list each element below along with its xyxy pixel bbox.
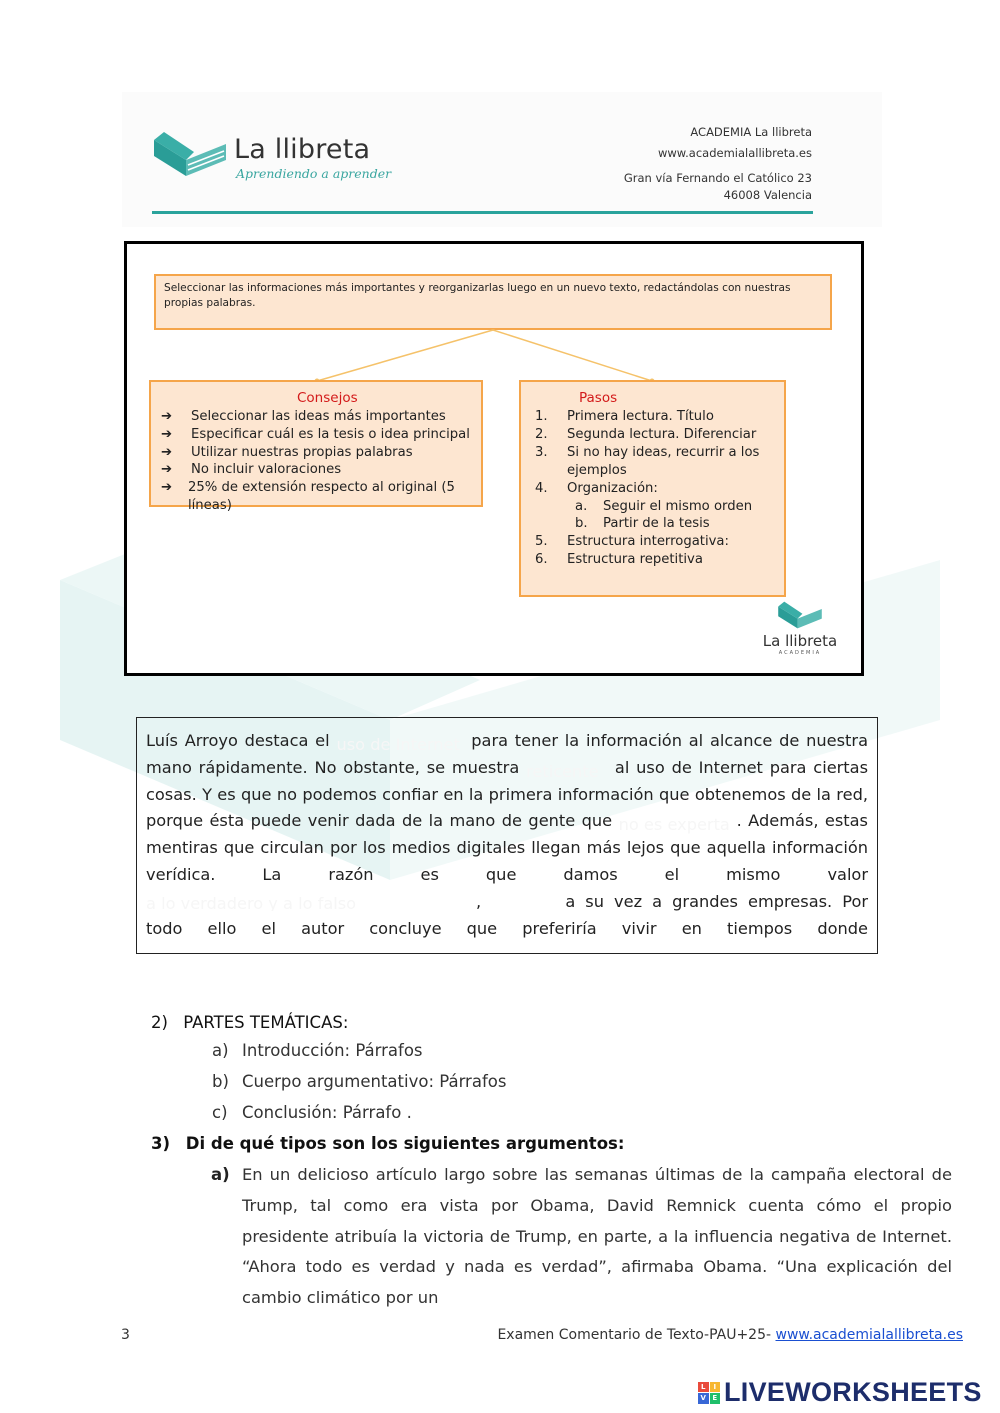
diagram-logo-sub: ACADEMIA — [778, 650, 822, 656]
blank-input-2[interactable]: reticente — [526, 761, 599, 781]
header-divider — [152, 211, 813, 214]
academy-street: Gran vía Fernando el Católico 23 — [623, 171, 812, 185]
list-item: ejemplos — [567, 462, 627, 478]
pasos-title: Pasos — [579, 390, 618, 406]
page-header — [122, 92, 882, 227]
blank-input-4[interactable]: a lo verdadero y a lo falso — [146, 893, 357, 911]
question-title: PARTES TEMÁTICAS: — [183, 1013, 349, 1032]
blank-input-6[interactable] — [146, 944, 346, 964]
footer-text: Examen Comentario de Texto-PAU+25- — [497, 1327, 776, 1343]
footer-caption — [497, 1327, 963, 1343]
liveworksheets-brand — [698, 1377, 982, 1408]
book-logo-icon — [777, 600, 823, 630]
sub-list-item: b. Partir de la tesis — [575, 516, 710, 532]
list-item: 5. Estructura interrogativa: — [535, 534, 729, 550]
arrow-right-icon: ➔ — [161, 462, 173, 478]
cloze-text: , — [476, 891, 482, 911]
cloze-text: a su vez a grandes empresas. Por todo ello el autor concluye que preferiría vivir en tiempos donde — [146, 891, 868, 938]
academy-contact — [624, 122, 812, 206]
list-item: ➔ Seleccionar las ideas más importantes — [161, 409, 446, 424]
book-logo-icon — [152, 130, 228, 178]
sub-list-item: a. Seguir el mismo orden — [575, 498, 753, 514]
argument-a-letter: a) — [211, 1165, 230, 1184]
liveworksheets-icon: L I V E — [698, 1382, 720, 1404]
arrow-right-icon: ➔ — [161, 480, 173, 496]
pasos-box — [519, 380, 786, 597]
list-item: 1. Primera lectura. Título — [535, 409, 714, 424]
question-2-heading — [151, 1013, 348, 1032]
question-title: Di de qué tipos son los siguientes argumentos: — [185, 1134, 625, 1153]
liveworksheets-wordmark: LIVEWORKSHEETS — [724, 1377, 982, 1407]
question-number: 2) — [151, 1013, 168, 1032]
consejos-title: Consejos — [297, 390, 358, 406]
academy-name: ACADEMIA La llibreta — [690, 125, 812, 139]
argument-a-text: En un delicioso artículo largo sobre las semanas últimas de la campaña electoral de Trump, tal como era vista por Obama, David Remnick cuenta cómo el propio presidente atribuía la victoria de Trump, en parte, a la influencia negativa de Internet. “Ahora todo es verdad y nada es verdad”, afirmaba Obama. “Una explicación del cambio climático por un — [242, 1165, 952, 1308]
cloze-text: para tener la información al alcance de nuestra mano rápidamente. No obstante, se muestra — [146, 731, 868, 777]
cloze-text: al uso de Internet para ciertas cosas. Y es que no podemos confiar en la primera información que obtenemos de la red, porque ésta puede venir dada de la mano de gente que — [146, 757, 869, 831]
list-item: 2. Segunda lectura. Diferenciar — [535, 426, 757, 442]
blank-input-5[interactable] — [491, 891, 555, 911]
question-3-heading — [151, 1134, 624, 1153]
list-item: 6. Estructura repetitiva — [535, 552, 703, 568]
list-item: ➔ Especificar cuál es la tesis o idea principal — [161, 426, 470, 442]
logo-subtitle: Aprendiendo a aprender — [236, 166, 392, 181]
list-item: 3. Si no hay ideas, recurrir a los — [535, 444, 760, 460]
diagram-logo — [755, 600, 845, 656]
list-item: ➔ 25% de extensión respecto al original (5 líneas) — [161, 480, 455, 513]
academy-website: www.academialallibreta.es — [657, 146, 812, 160]
arrow-right-icon: ➔ — [161, 426, 173, 442]
consejos-box — [149, 380, 483, 513]
question-number: 3) — [151, 1134, 171, 1153]
academy-city: 46008 Valencia — [723, 188, 812, 202]
arrow-right-icon: ➔ — [161, 409, 173, 424]
list-item: ➔ Utilizar nuestras propias palabras — [161, 444, 413, 460]
summary-diagram — [124, 241, 864, 676]
footer-website-link[interactable]: www.academialallibreta.es — [775, 1327, 963, 1343]
cloze-text: Luís Arroyo destaca el — [146, 731, 330, 750]
summary-cloze-paragraph — [136, 717, 878, 954]
cloze-text: . Además, estas mentiras que circulan por los medios digitales llegan más lejos que aquella información verídica. La razón es que damos el mismo valor — [146, 811, 868, 884]
diagram-definition-box: Seleccionar las informaciones más importantes y reorganizarlas luego en un nuevo texto, redactándolas con nuestras propias palabras. — [154, 274, 832, 330]
arrow-right-icon: ➔ — [161, 444, 173, 460]
blank-input-1[interactable]: uso de Internet — [336, 735, 460, 754]
list-item: 4. Organización: — [535, 480, 658, 496]
logo-title: La llibreta — [234, 134, 371, 165]
list-item: ➔ No incluir valoraciones — [161, 462, 342, 478]
blank-input-3[interactable]: no es experta — [618, 815, 730, 835]
page-number: 3 — [121, 1327, 130, 1343]
diagram-logo-title: La llibreta — [762, 632, 838, 650]
